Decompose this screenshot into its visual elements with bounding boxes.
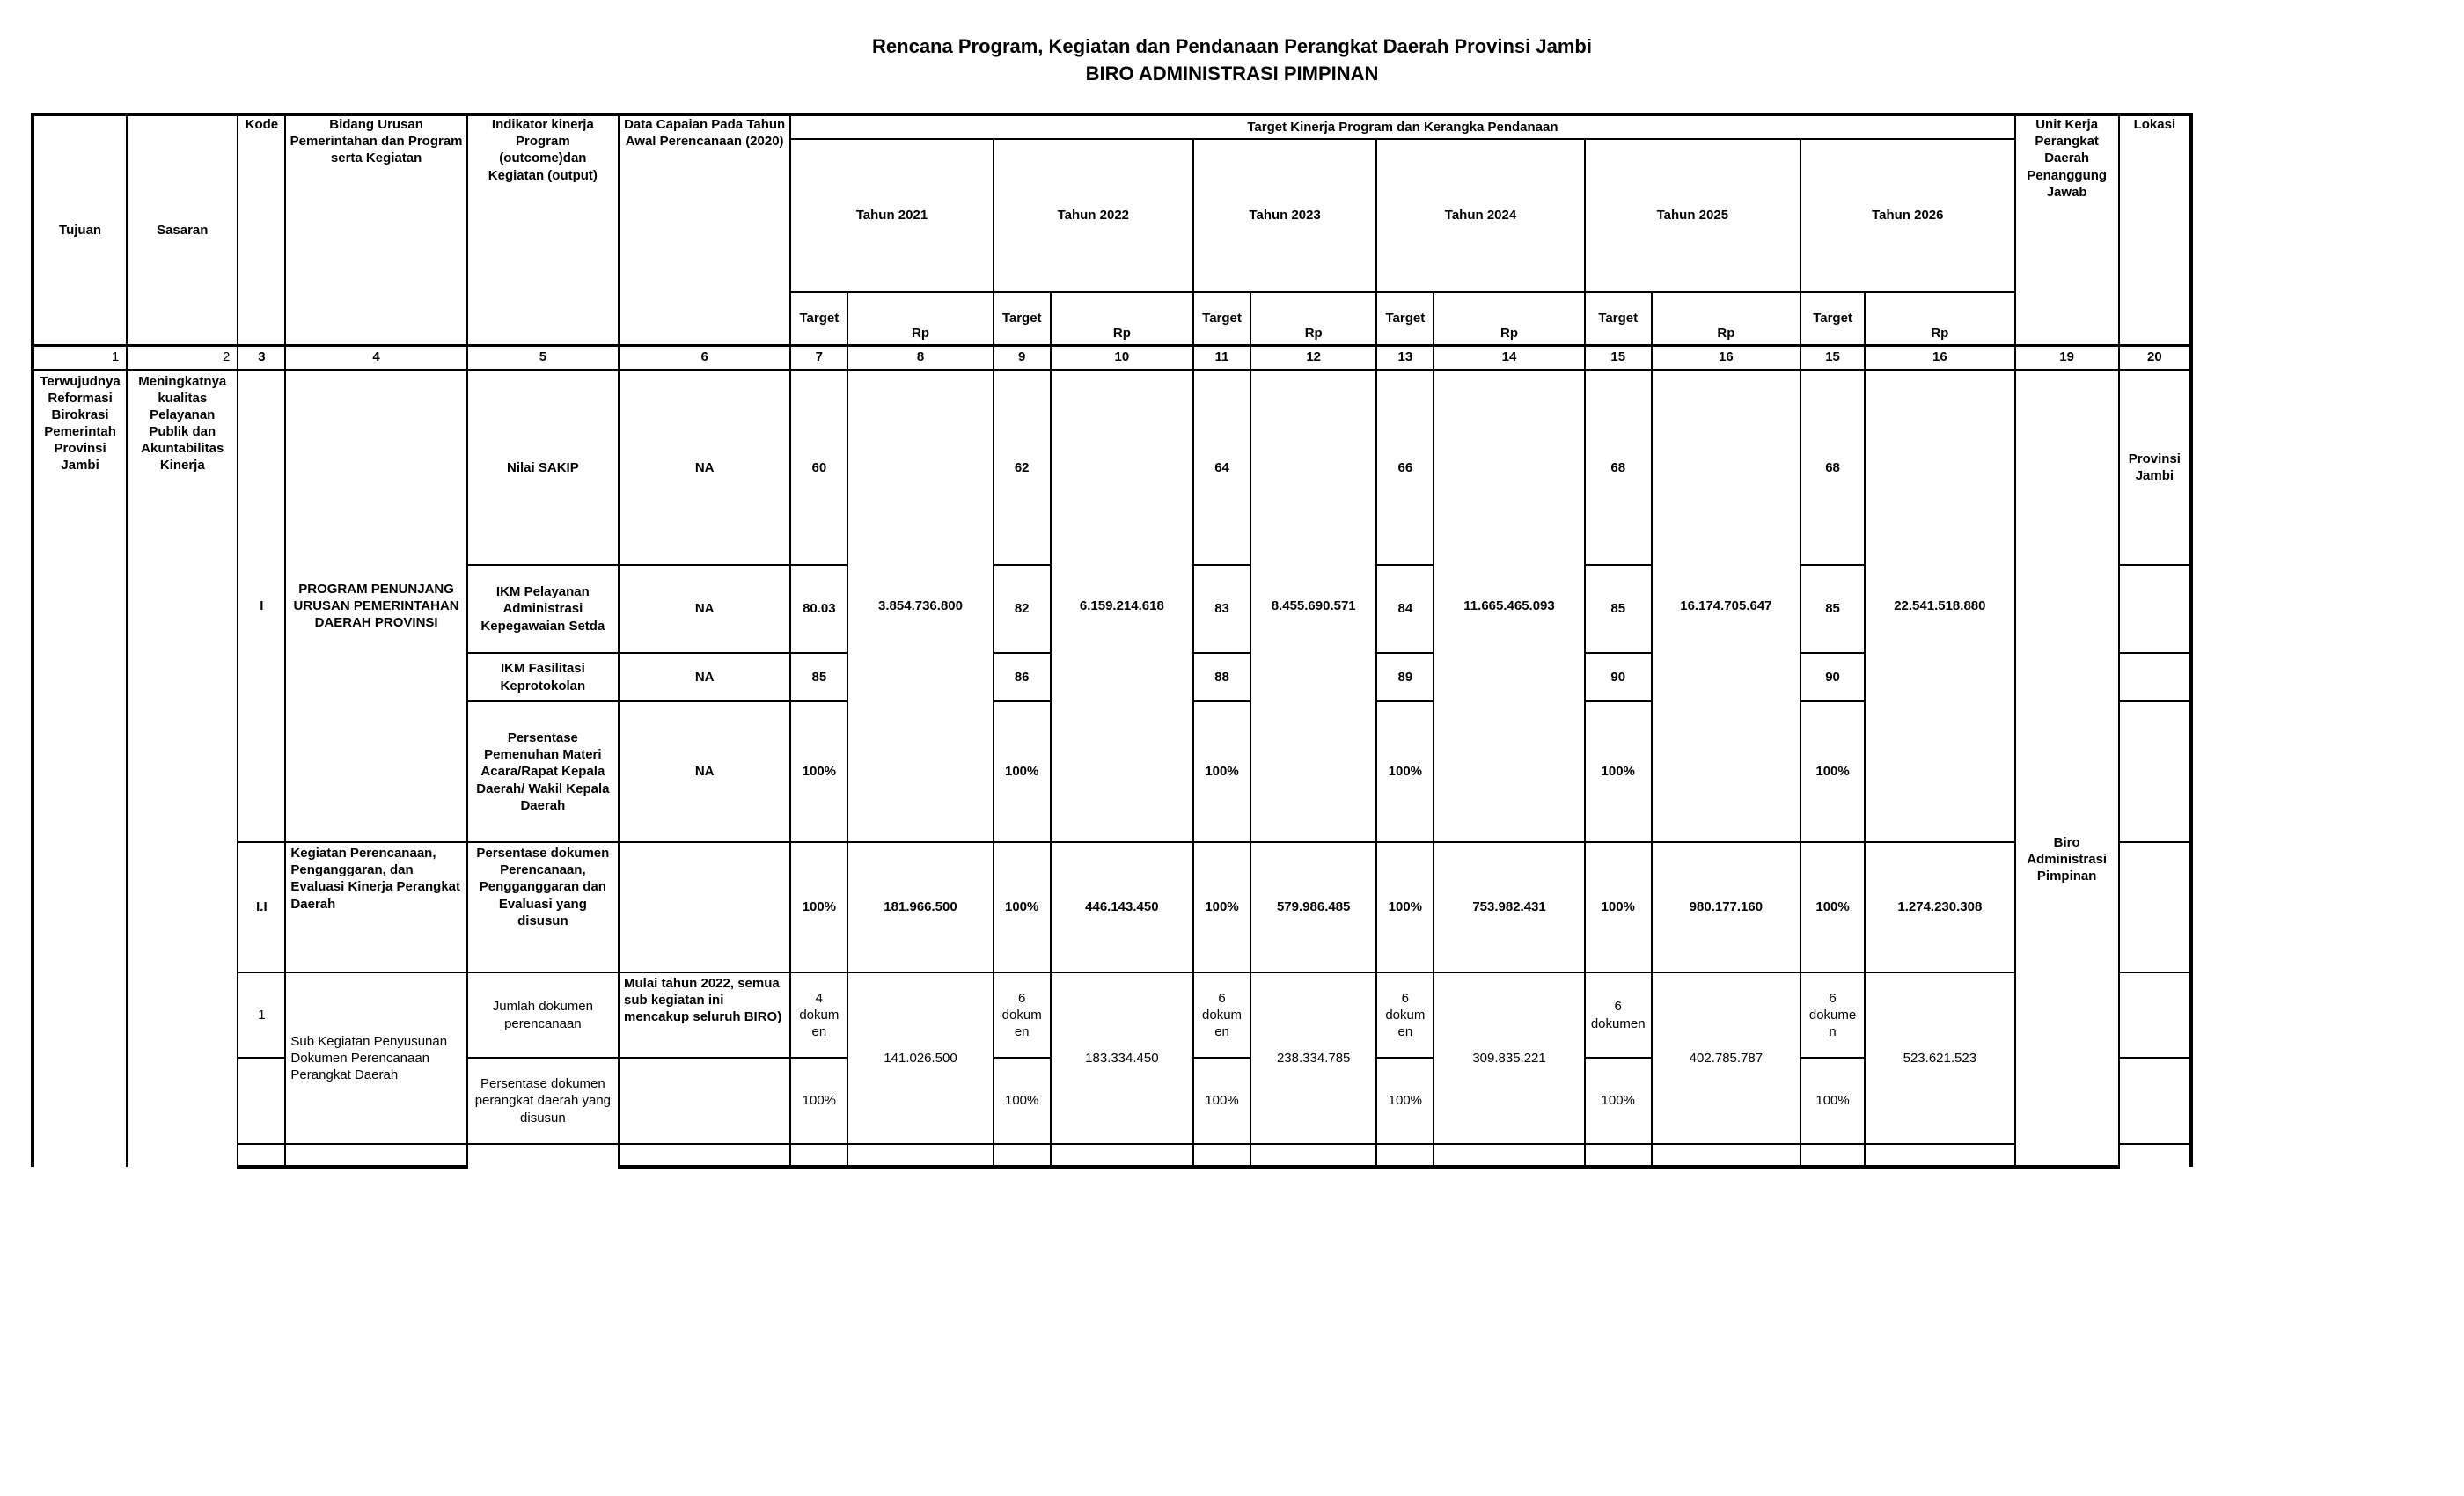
cell-kegiatan-rp-2026: 1.274.230.308 [1865,842,2014,972]
cell-sub-kegiatan-nama: Sub Kegiatan Penyusunan Dokumen Perencanaan Perangkat Daerah [285,972,466,1144]
cell-sub-rp-2026: 523.621.523 [1865,972,2014,1144]
title-line-2: BIRO ADMINISTRASI PIMPINAN [1085,62,1379,84]
header-year-2024: Tahun 2024 [1376,139,1584,292]
cell-sub-target-2025-dokumen: 6 dokumen [1585,972,1652,1058]
cell-target-2021-ikm-pelayanan: 80.03 [790,565,847,653]
empty-cell [1193,1144,1250,1167]
cell-indikator-ikm-fasilitasi: IKM Fasilitasi Keprotokolan [467,653,619,701]
empty-cell [1585,1144,1652,1167]
cell-program-rp-2022: 6.159.214.618 [1051,370,1193,842]
cell-sub-rp-2021: 141.026.500 [847,972,993,1144]
cell-target-2026-pemenuhan-materi: 100% [1800,701,1865,842]
header-target-kinerja-banner: Target Kinerja Program dan Kerangka Pendanaan [790,114,2014,139]
cell-target-2025-pemenuhan-materi: 100% [1585,701,1652,842]
empty-cell [619,1144,790,1167]
cell-kegiatan-target-2022: 100% [994,842,1051,972]
col-num-13: 13 [1376,345,1434,370]
cell-target-2024-ikm-pelayanan: 84 [1376,565,1434,653]
cell-target-2026-ikm-fasilitasi: 90 [1800,653,1865,701]
col-num-18: 16 [1865,345,2014,370]
cell-kegiatan-target-2025: 100% [1585,842,1652,972]
cell-program-rp-2024: 11.665.465.093 [1434,370,1584,842]
header-indikator: Indikator kinerja Program (outcome)dan Kegiatan (output) [467,114,619,345]
cell-target-2024-ikm-fasilitasi: 89 [1376,653,1434,701]
cell-sub-kode-empty [238,1058,285,1144]
empty-cell [1800,1144,1865,1167]
empty-cell [847,1144,993,1167]
empty-cell [1434,1144,1584,1167]
cell-sub-target-2024-dokumen: 6 dokumen [1376,972,1434,1058]
cell-program-rp-2025: 16.174.705.647 [1652,370,1800,842]
header-target-2025: Target [1585,292,1652,345]
cell-program-nama: PROGRAM PENUNJANG URUSAN PEMERINTAHAN DAERAH PROVINSI [285,370,466,842]
cell-kegiatan-kode: I.I [238,842,285,972]
cell-data-awal-pemenuhan-materi: NA [619,701,790,842]
cell-target-2021-sakip: 60 [790,370,847,565]
cell-target-2026-sakip: 68 [1800,370,1865,565]
col-num-5: 5 [467,345,619,370]
cell-target-2024-pemenuhan-materi: 100% [1376,701,1434,842]
cell-lokasi-empty-1 [2119,565,2191,653]
cell-program-rp-2021: 3.854.736.800 [847,370,993,842]
col-num-9: 9 [994,345,1051,370]
cell-target-2025-ikm-pelayanan: 85 [1585,565,1652,653]
col-num-15: 15 [1585,345,1652,370]
cell-data-awal-sakip: NA [619,370,790,565]
col-num-17: 15 [1800,345,1865,370]
cell-sub-kegiatan-kode: 1 [238,972,285,1058]
cell-kegiatan-rp-2023: 579.986.485 [1250,842,1376,972]
cell-target-2022-ikm-pelayanan: 82 [994,565,1051,653]
col-num-3: 3 [238,345,285,370]
cell-sub-target-2025-persen: 100% [1585,1058,1652,1144]
cell-sub-target-2022-dokumen: 6 dokumen [994,972,1051,1058]
cell-kegiatan-data-awal-empty [619,842,790,972]
header-year-2021: Tahun 2021 [790,139,993,292]
empty-cell [467,1144,619,1167]
cell-indikator-ikm-pelayanan: IKM Pelayanan Administrasi Kepegawaian Setda [467,565,619,653]
header-rp-2026: Rp [1865,292,2014,345]
cell-sub-indikator-jumlah-dokumen: Jumlah dokumen perencanaan [467,972,619,1058]
cell-target-2025-sakip: 68 [1585,370,1652,565]
cell-program-rp-2023: 8.455.690.571 [1250,370,1376,842]
cell-lokasi-empty-3 [2119,701,2191,842]
empty-cell [790,1144,847,1167]
cell-kegiatan-target-2026: 100% [1800,842,1865,972]
cell-kegiatan-indikator: Persentase dokumen Perencanaan, Pengganggaran dan Evaluasi yang disusun [467,842,619,972]
header-bidang-urusan: Bidang Urusan Pemerintahan dan Program serta Kegiatan [285,114,466,345]
cell-target-2021-pemenuhan-materi: 100% [790,701,847,842]
header-target-2021: Target [790,292,847,345]
empty-cell [1051,1144,1193,1167]
header-rp-2025: Rp [1652,292,1800,345]
cell-lokasi: Provinsi Jambi [2119,370,2191,565]
empty-cell [238,1144,285,1167]
cell-kegiatan-rp-2025: 980.177.160 [1652,842,1800,972]
cell-kegiatan-rp-2021: 181.966.500 [847,842,993,972]
header-target-2022: Target [994,292,1051,345]
cell-sub-target-2024-persen: 100% [1376,1058,1434,1144]
cell-target-2022-pemenuhan-materi: 100% [994,701,1051,842]
cell-sub-data-awal-empty [619,1058,790,1144]
cell-data-awal-ikm-fasilitasi: NA [619,653,790,701]
empty-cell [285,1144,466,1167]
cell-sub-target-2023-persen: 100% [1193,1058,1250,1144]
cell-kegiatan-target-2021: 100% [790,842,847,972]
empty-row [33,1144,2191,1167]
cell-kegiatan-target-2023: 100% [1193,842,1250,972]
header-rp-2021: Rp [847,292,993,345]
cell-indikator-pemenuhan-materi: Persentase Pemenuhan Materi Acara/Rapat Kepala Daerah/ Wakil Kepala Daerah [467,701,619,842]
header-year-2025: Tahun 2025 [1585,139,1800,292]
header-rp-2024: Rp [1434,292,1584,345]
col-num-14: 14 [1434,345,1584,370]
col-num-12: 12 [1250,345,1376,370]
cell-lokasi-empty-6 [2119,1058,2191,1144]
cell-target-2026-ikm-pelayanan: 85 [1800,565,1865,653]
col-num-1: 1 [33,345,127,370]
cell-sub-kegiatan-catatan: Mulai tahun 2022, semua sub kegiatan ini mencakup seluruh BIRO) [619,972,790,1058]
header-year-2023: Tahun 2023 [1193,139,1376,292]
header-target-2024: Target [1376,292,1434,345]
header-year-2026: Tahun 2026 [1800,139,2015,292]
cell-kegiatan-target-2024: 100% [1376,842,1434,972]
cell-target-2022-sakip: 62 [994,370,1051,565]
header-sasaran: Sasaran [127,114,238,345]
cell-target-2024-sakip: 66 [1376,370,1434,565]
cell-data-awal-ikm-pelayanan: NA [619,565,790,653]
document-title [0,33,2464,88]
cell-unit-kerja: Biro Administrasi Pimpinan [2015,370,2119,1167]
cell-sub-rp-2023: 238.334.785 [1250,972,1376,1144]
cell-sub-rp-2024: 309.835.221 [1434,972,1584,1144]
header-rp-2022: Rp [1051,292,1193,345]
header-unit-kerja: Unit Kerja Perangkat Daerah Penanggung Jawab [2015,114,2119,345]
cell-program-kode: I [238,370,285,842]
col-num-7: 7 [790,345,847,370]
cell-sub-rp-2025: 402.785.787 [1652,972,1800,1144]
cell-indikator-sakip: Nilai SAKIP [467,370,619,565]
cell-sub-target-2022-persen: 100% [994,1058,1051,1144]
cell-kegiatan-rp-2024: 753.982.431 [1434,842,1584,972]
cell-sub-target-2023-dokumen: 6 dokumen [1193,972,1250,1058]
column-number-row [33,345,2191,370]
cell-target-2022-ikm-fasilitasi: 86 [994,653,1051,701]
cell-sub-indikator-persentase-dokumen: Persentase dokumen perangkat daerah yang disusun [467,1058,619,1144]
cell-sub-target-2021-persen: 100% [790,1058,847,1144]
cell-sasaran: Meningkatnya kualitas Pelayanan Publik dan Akuntabilitas Kinerja [127,370,238,1167]
col-num-16: 16 [1652,345,1800,370]
cell-tujuan: Terwujudnya Reformasi Birokrasi Pemerintah Provinsi Jambi [33,370,127,1167]
col-num-10: 10 [1051,345,1193,370]
cell-kegiatan-rp-2022: 446.143.450 [1051,842,1193,972]
header-target-2026: Target [1800,292,1865,345]
empty-cell [1652,1144,1800,1167]
cell-target-2023-ikm-pelayanan: 83 [1193,565,1250,653]
empty-cell [1250,1144,1376,1167]
cell-sub-target-2026-persen: 100% [1800,1058,1865,1144]
cell-target-2021-ikm-fasilitasi: 85 [790,653,847,701]
empty-cell [1865,1144,2014,1167]
header-tujuan: Tujuan [33,114,127,345]
col-num-8: 8 [847,345,993,370]
col-num-19: 19 [2015,345,2119,370]
cell-sub-rp-2022: 183.334.450 [1051,972,1193,1144]
header-target-2023: Target [1193,292,1250,345]
header-year-2022: Tahun 2022 [994,139,1193,292]
header-data-capaian: Data Capaian Pada Tahun Awal Perencanaan (2020) [619,114,790,345]
cell-lokasi-empty-2 [2119,653,2191,701]
cell-lokasi-empty-4 [2119,842,2191,972]
cell-sub-target-2021-dokumen: 4 dokumen [790,972,847,1058]
cell-program-rp-2026: 22.541.518.880 [1865,370,2014,842]
empty-cell [1376,1144,1434,1167]
planning-table [31,113,2193,1169]
col-num-2: 2 [127,345,238,370]
header-lokasi: Lokasi [2119,114,2191,345]
header-kode: Kode [238,114,285,345]
cell-target-2023-sakip: 64 [1193,370,1250,565]
col-num-11: 11 [1193,345,1250,370]
col-num-6: 6 [619,345,790,370]
cell-target-2023-pemenuhan-materi: 100% [1193,701,1250,842]
title-line-1: Rencana Program, Kegiatan dan Pendanaan Perangkat Daerah Provinsi Jambi [872,35,1592,57]
cell-sub-target-2026-dokumen: 6 dokumen [1800,972,1865,1058]
cell-target-2023-ikm-fasilitasi: 88 [1193,653,1250,701]
col-num-4: 4 [285,345,466,370]
empty-cell [994,1144,1051,1167]
header-rp-2023: Rp [1250,292,1376,345]
cell-kegiatan-nama: Kegiatan Perencanaan, Penganggaran, dan Evaluasi Kinerja Perangkat Daerah [285,842,466,972]
cell-lokasi-empty-5 [2119,972,2191,1058]
col-num-20: 20 [2119,345,2191,370]
cell-target-2025-ikm-fasilitasi: 90 [1585,653,1652,701]
